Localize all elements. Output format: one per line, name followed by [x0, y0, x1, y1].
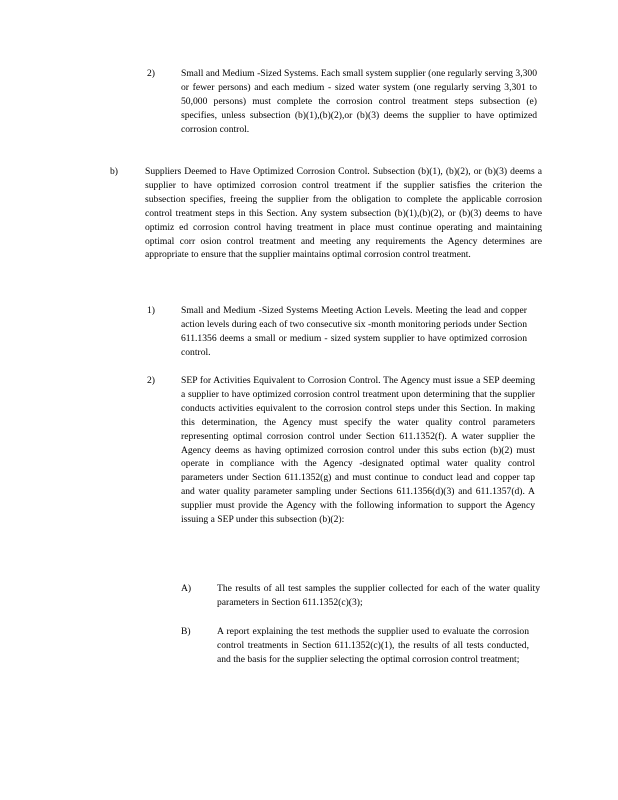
list-item [0, 582, 618, 614]
item-number: 2) [147, 68, 155, 79]
item-text: Small and Medium -Sized Systems Meeting Action Levels. Meeting the lead and copper action levels during each of two consecutive six -month monitoring periods under Section 611.1356 deems a small or medium - sized system supplier to have optimized corrosion control. [181, 305, 527, 358]
item-text: A report explaining the test methods the supplier used to evaluate the corrosion control treatments in Section 611.1352(c)(1), the results of all tests conducted, and the basis for the supplier selecting the optimal corrosion control treatment; [217, 626, 529, 665]
item-text: Suppliers Deemed to Have Optimized Corrosion Control. Subsection (b)(1), (b)(2), or (b)(3) deems a supplier to have optimized corrosion control treatment if the supplier satisfies the criterion the subsection specifies, freeing the supplier from the obligation to complete the applicable corrosion control treatment steps in this Section. Any system subsection (b)(1),(b)(2), or (b)(3) deems to have optimiz ed corrosion control having treatment in place must continue operating and maintaining optimal corr osion control treatment and meeting any requirements the Agency determines are appropriate to ensure that the supplier maintains optimal corrosion control treatment. [145, 166, 542, 261]
item-number: 1) [147, 305, 155, 316]
item-number: b) [110, 166, 118, 177]
item-number: 2) [147, 375, 155, 386]
item-letter: A) [181, 583, 192, 594]
item-text: SEP for Activities Equivalent to Corrosion Control. The Agency must issue a SEP deeming a supplier to have optimized corrosion control treatment upon determining that the supplier conducts activities equivalent to the corrosion control steps under this Section. In making this determination, the Agency must specify the water quality control parameters representing optimal corrosion control under Section 611.1352(f). A water supplier the Agency deems as having optimized corrosion control under this subs ection (b)(2) must operate in compliance with the Agency -designated optimal water quality control parameters under Section 611.1352(g) and must continue to conduct lead and copper tap and water quality parameter sampling under Sections 611.1356(d)(3) and 611.1357(d). A supplier must provide the Agency with the following information to support the Agency issuing a SEP under this subsection (b)(2): [181, 375, 535, 526]
list-item [0, 374, 618, 574]
list-item [0, 67, 618, 157]
item-text: Small and Medium -Sized Systems. Each small system supplier (one regularly serving 3,300 or fewer persons) and each medium - sized water system (one regularly serving 3,301 to 50,000 persons) must complete the corrosion control treatment steps subsection (e) specifies, unless subsection (b)(1),(b)(2),or (b)(3) deems the supplier to have optimized corrosion control. [181, 68, 537, 135]
item-letter: B) [181, 626, 191, 637]
item-text: The results of all test samples the supplier collected for each of the water quality parameters in Section 611.1352(c)(3); [217, 583, 540, 608]
list-item [0, 165, 618, 295]
list-item [0, 625, 618, 685]
list-item [0, 304, 618, 364]
